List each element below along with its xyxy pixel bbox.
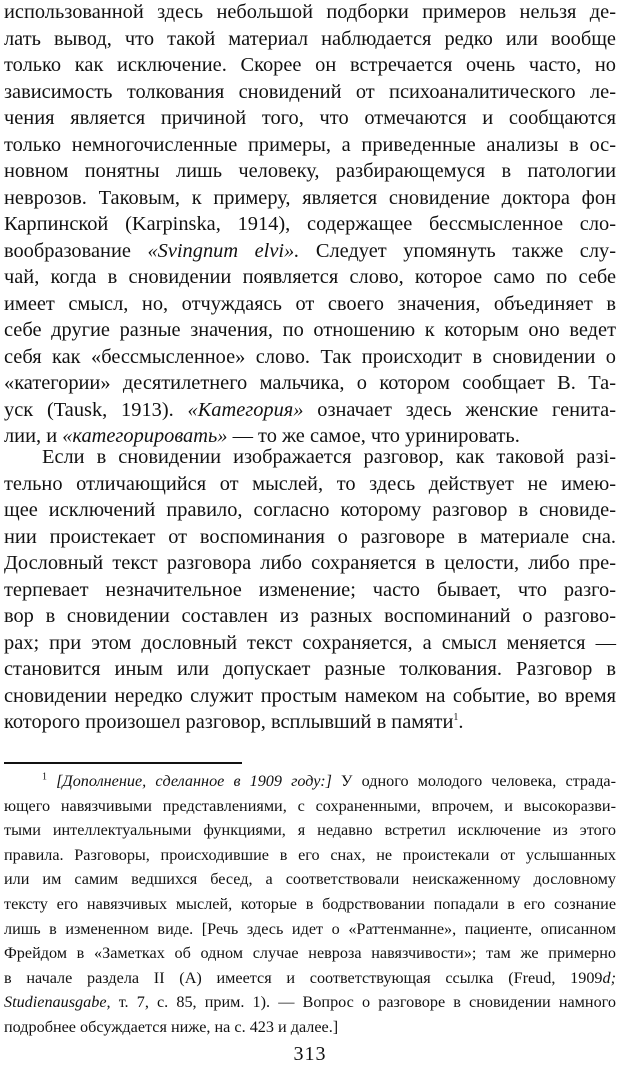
text-line: сновидении нередко служит простым намеком на событие, во время [4, 684, 616, 707]
page-number: 313 [293, 1043, 327, 1065]
text-line [4, 238, 616, 265]
italic-term: «Категория» [187, 398, 304, 421]
text-line: лать вывод, что такой материал наблюдается редко или вообще [4, 27, 616, 50]
text-line: рах; при этом дословный текст сохраняется, а смысл меняется — [4, 631, 616, 654]
footnote-line: лишь в измененном виде. [Речь здесь идет о «Раттенманне», пациенте, описанном [4, 919, 616, 938]
text-segment: означает здесь женские генита- [303, 398, 616, 421]
footnote-line: Фрейдом в «Заметках об одном случае невроза навязчивости»; там же примерно [4, 944, 616, 963]
text-line: которого произошел разговор, всплывший в памяти$^1$. [4, 711, 464, 733]
footnote-reference[interactable]: 1 [453, 712, 459, 724]
footnote-line: подробнее обсуждается ниже, на с. 423 и далее.] [4, 1017, 339, 1036]
text-line: «категории» десятилетнего мальчика, о котором сообщает В. Та- [4, 372, 616, 394]
footnote-line [4, 769, 616, 794]
footnote [4, 769, 616, 1040]
text-line: только немногочисленные примеры, а приведенные анализы в ос- [4, 133, 616, 156]
text-line: себя как «бессмысленное» слово. Так происходит в сновидении о [4, 345, 616, 368]
text-line: новном понятны лишь человеку, разбирающемуся в патологии [4, 160, 616, 182]
text-line: терпевает незначительное изменение; часто бывает, что разго- [4, 578, 616, 601]
text-line [4, 397, 616, 424]
text-segment: лии, и [4, 425, 63, 447]
text-line: зависимость толкования сновидений от психоаналитического ле- [4, 80, 616, 103]
text-line: тельно отличающийся от мыслей, то здесь действует не имею- [4, 472, 616, 495]
footnote-line [4, 966, 616, 991]
footnote-line: ющего навязчивыми представлениями, с сохраненными, впрочем, и высокоразви- [4, 796, 616, 815]
text-line: использованной здесь небольшой подборки примеров нельзя де- [4, 1, 616, 23]
text-segment: У одного молодого человека, страда- [331, 772, 617, 790]
text-line: щее исключений правило, согласно которому разговор в сновиде- [4, 499, 616, 521]
text-line: себе другие разные значения, по отношению к которым оно ведет [4, 319, 616, 341]
text-segment: которого произошел разговор, всплывший в памяти [4, 711, 454, 733]
footnote-line [4, 990, 616, 1015]
text-line: имеет смысл, но, отчуждаясь от своего значения, объединяет в [4, 292, 616, 315]
paragraph-1 [4, 0, 616, 450]
italic-term: [Дополнение, сделанное в 1909 году:] [56, 772, 332, 790]
text-segment: в начале раздела II (A) имеется и соответствующая ссылка (Freud, 1909 [4, 968, 603, 987]
text-line: Дословный текст разговора либо сохраняется в целости, либо пре- [4, 552, 616, 574]
text-segment: Следует упомянуть также слу- [299, 239, 616, 262]
italic-term: d; [602, 968, 616, 987]
text-line: неврозов. Таковым, к примеру, является сновидение доктора фон [4, 186, 616, 209]
text-line [4, 444, 616, 471]
text-line: только как исключение. Скорее он встречается очень часто, но [4, 54, 616, 76]
text-line: нии проистекает от воспоминания о разговоре в материале сна. [4, 525, 616, 548]
text-line: чай, когда в сновидении появляется слово, которое само по себе [4, 266, 616, 288]
footnote-line: тексту его навязчивых мыслей, которые в бодрствовании попадали в его сознание [4, 894, 616, 913]
footnote-marker: 1 [42, 771, 47, 783]
text-line: чения является причиной того, что отмечаются и сообщаются [4, 107, 616, 129]
paragraph-2 [4, 444, 616, 736]
text-segment: — то же самое, что уринировать. [227, 425, 520, 447]
text-line: Карпинской (Karpinska, 1914), содержащее бессмысленное сло- [4, 213, 616, 235]
text-segment: т. 7, с. 85, прим. 1). — Вопрос о разговоре в сновидении намного [110, 993, 616, 1012]
footnote-divider [4, 762, 242, 764]
text-segment: вообразование [4, 239, 148, 262]
italic-term: «категорировать» [62, 425, 228, 447]
text-line: становится иным или допускает разные толкования. Разговор в [4, 658, 616, 680]
italic-term: «Svingnum elvi». [147, 239, 300, 262]
footnote-line: правила. Разговоры, происходившие в его снах, не проистекали от услышанных [4, 845, 616, 864]
footnote-line: или им самим ведшихся бесед, а соответствовали неискаженному дословному [4, 870, 616, 889]
text-segment: Если в сновидении изображается разговор, как таковой разі- [42, 446, 616, 468]
text-segment: уск (Tausk, 1913). [4, 398, 188, 421]
italic-term: Studienausgabe, [4, 993, 111, 1012]
footnote-line: тыми интеллектуальными функциями, я недавно встретил исключение из этого [4, 821, 616, 840]
text-line: вор в сновидении составлен из разных воспоминаний о разгово- [4, 605, 616, 627]
